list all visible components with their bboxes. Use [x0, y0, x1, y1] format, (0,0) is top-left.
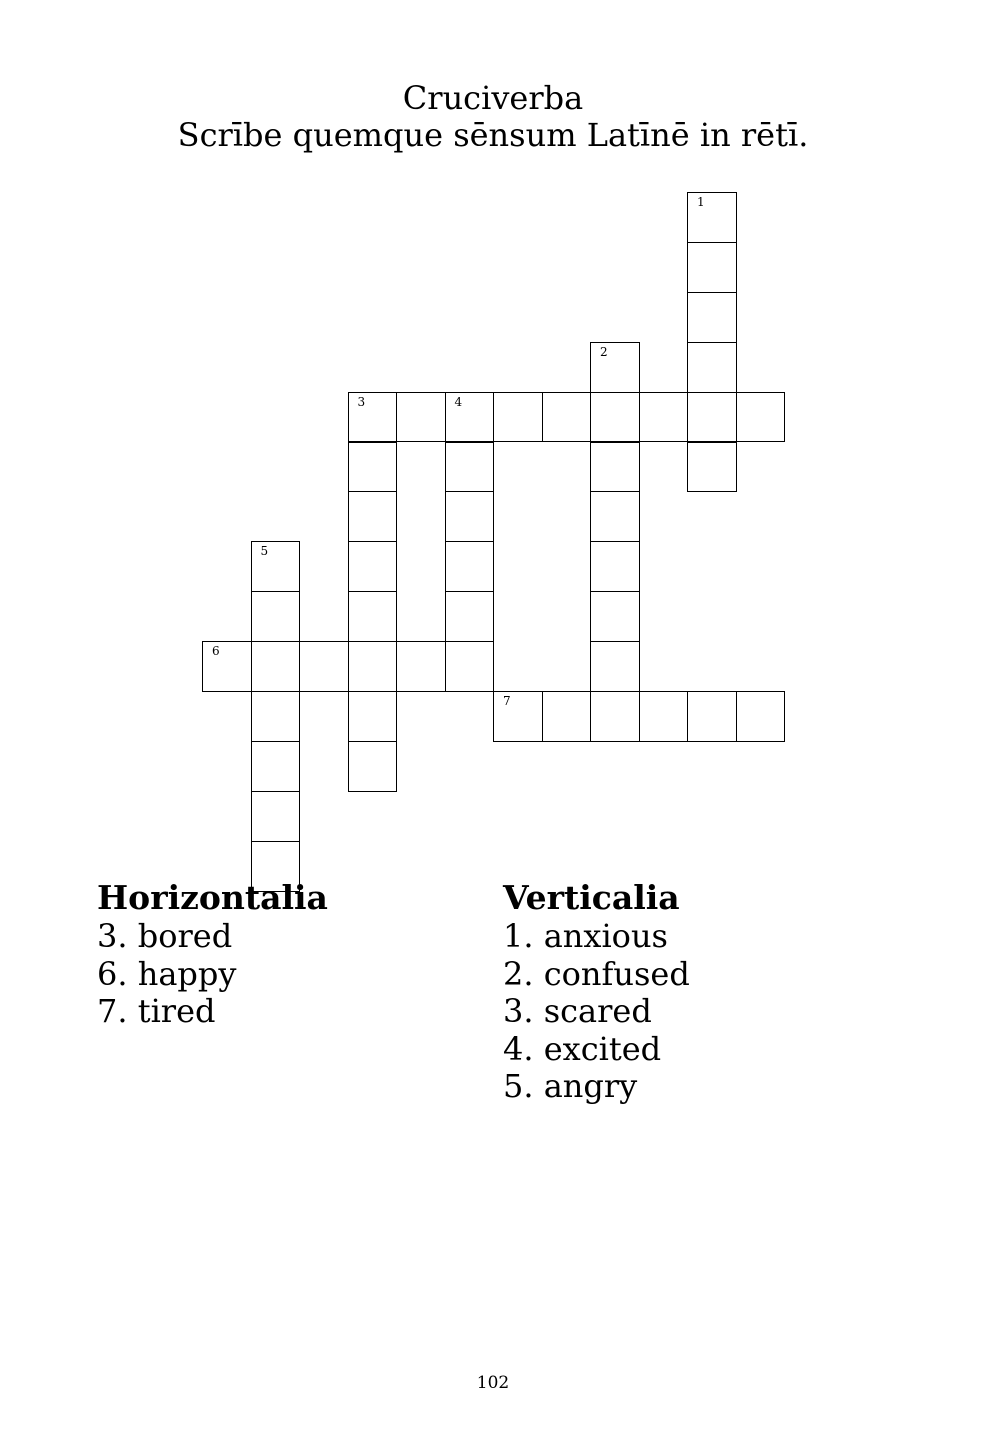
crossword-cell[interactable]	[590, 392, 640, 443]
down-clues	[503, 878, 690, 1106]
crossword-cell[interactable]	[251, 541, 301, 592]
crossword-cell[interactable]	[251, 691, 301, 742]
clue-item: 7. tired	[97, 992, 216, 1030]
crossword-cell[interactable]	[445, 641, 495, 692]
crossword-cell[interactable]	[251, 791, 301, 842]
crossword-cell[interactable]	[687, 342, 737, 393]
crossword-cell[interactable]	[348, 641, 398, 692]
crossword-cell[interactable]	[348, 591, 398, 642]
clue-number: 7	[503, 694, 511, 708]
crossword-cell[interactable]	[251, 591, 301, 642]
crossword-cell[interactable]	[348, 442, 398, 493]
clue-item: 1. anxious	[503, 917, 668, 955]
crossword-cell[interactable]	[687, 292, 737, 343]
clue-item: 3. bored	[97, 917, 233, 955]
crossword-cell[interactable]	[445, 392, 495, 443]
crossword-cell[interactable]	[639, 691, 689, 742]
crossword-cell[interactable]	[687, 392, 737, 443]
crossword-cell[interactable]	[590, 541, 640, 592]
crossword-cell[interactable]	[687, 691, 737, 742]
crossword-cell[interactable]	[348, 392, 398, 443]
crossword-cell[interactable]	[590, 342, 640, 393]
crossword-cell[interactable]	[299, 641, 349, 692]
crossword-cell[interactable]	[348, 541, 398, 592]
crossword-cell[interactable]	[348, 691, 398, 742]
crossword-cell[interactable]	[542, 392, 592, 443]
across-heading: Horizontalia	[97, 878, 328, 917]
crossword-cell[interactable]	[639, 392, 689, 443]
crossword-cell[interactable]	[251, 741, 301, 792]
crossword-cell[interactable]	[542, 691, 592, 742]
clue-item: 3. scared	[503, 992, 652, 1030]
crossword-cell[interactable]	[590, 641, 640, 692]
clue-number: 6	[212, 644, 220, 659]
crossword-cell[interactable]	[348, 491, 398, 542]
crossword-cell[interactable]	[590, 491, 640, 542]
clue-number: 3	[357, 394, 366, 409]
crossword-cell[interactable]	[445, 491, 495, 542]
crossword-cell[interactable]	[736, 392, 786, 443]
crossword-cell[interactable]	[590, 591, 640, 642]
clue-number: 1	[697, 195, 705, 209]
clue-item: 4. excited	[503, 1029, 662, 1068]
crossword-cell[interactable]	[493, 691, 543, 742]
across-clues	[97, 878, 328, 1031]
crossword-cell[interactable]	[687, 442, 737, 493]
clue-number: 2	[600, 344, 608, 359]
clue-item: 6. happy	[97, 954, 237, 993]
crossword-cell[interactable]	[445, 591, 495, 642]
crossword-cell[interactable]	[251, 641, 301, 692]
clue-number: 5	[260, 544, 269, 559]
crossword-cell[interactable]	[590, 442, 640, 493]
crossword-cell[interactable]	[202, 641, 252, 692]
crossword-cell[interactable]	[348, 741, 398, 792]
crossword-cell[interactable]	[445, 442, 495, 493]
crossword-cell[interactable]	[590, 691, 640, 742]
crossword-cell[interactable]	[687, 242, 737, 293]
page-number: 102	[476, 1373, 510, 1393]
puzzle-instructions: Scrībe quemque sēnsum Latīnē in rētī.	[177, 116, 809, 154]
crossword-cell[interactable]	[687, 192, 737, 243]
clue-item: 5. angry	[503, 1067, 638, 1105]
crossword-cell[interactable]	[396, 641, 446, 692]
crossword-cell[interactable]	[736, 691, 786, 742]
crossword-cell[interactable]	[493, 392, 543, 443]
clue-item: 2. confused	[503, 954, 690, 993]
crossword-cell[interactable]	[396, 392, 446, 443]
down-heading: Verticalia	[503, 878, 680, 917]
clue-number: 4	[454, 394, 463, 409]
crossword-cell[interactable]	[445, 541, 495, 592]
puzzle-title: Cruciverba	[402, 79, 584, 117]
